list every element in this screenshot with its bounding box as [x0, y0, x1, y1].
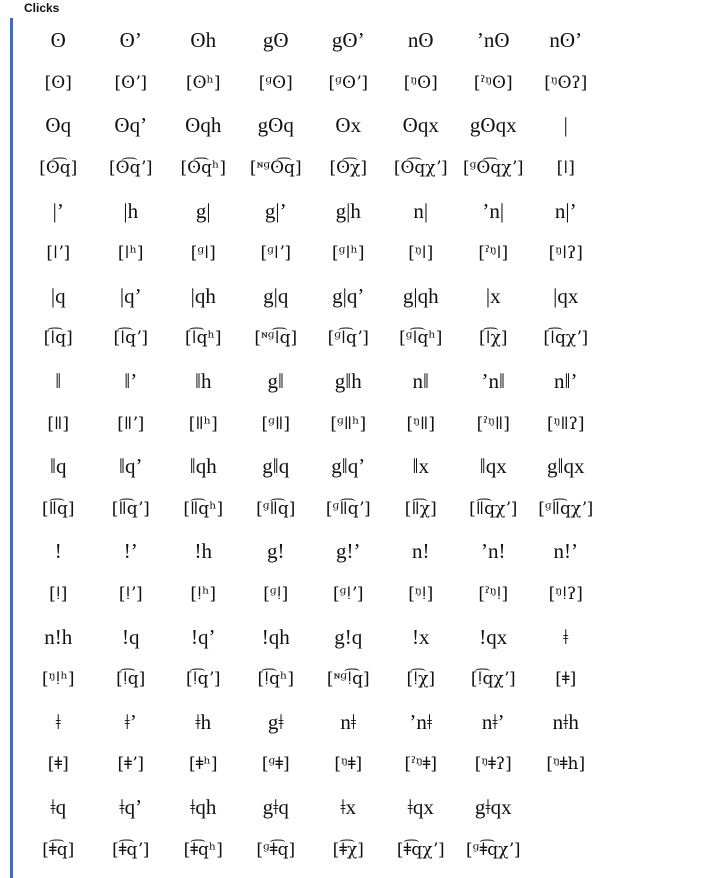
orthography-cell: gǂ: [267, 709, 284, 734]
orthography-cell: ‖qʼ: [119, 454, 143, 479]
ipa-cell: [ᶢǁ͡qχʼ]: [538, 498, 594, 519]
orthography-cell: n!h: [44, 624, 73, 649]
ipa-cell: [ˀᵑǂ]: [404, 754, 438, 775]
orthography-cell: g!: [267, 539, 285, 564]
orthography-cell: |ʼ: [52, 198, 64, 223]
ipa-cell: [ǂʰ]: [189, 754, 218, 775]
orthography-cell: ʼn!: [481, 539, 506, 564]
ipa-cell: [ᵑǂh]: [546, 754, 586, 775]
ipa-cell: [ᶢǁʰ]: [330, 413, 367, 434]
ipa-cell: [ǂ͡qʼ]: [112, 839, 150, 860]
orthography-cell: !x: [412, 624, 430, 649]
orthography-row: [22, 189, 602, 232]
ipa-cell: [ʘʼ]: [114, 72, 148, 93]
ipa-cell: [ˀᵑǃ]: [478, 584, 509, 605]
orthography-cell: nʘ: [407, 28, 434, 53]
ipa-row: [22, 232, 602, 275]
ipa-cell: [ǃ͡qʼ]: [185, 669, 221, 690]
orthography-cell: n!ʼ: [553, 539, 578, 564]
ipa-cell: [ǂ͡q]: [42, 839, 75, 860]
ipa-cell: [ᶢǁ]: [261, 413, 290, 434]
ipa-cell: [ˀᵑʘ]: [473, 72, 513, 93]
orthography-cell: ǂh: [195, 709, 212, 734]
ipa-cell: [ᵑǁʔ]: [546, 413, 585, 434]
ipa-cell: [ǀʰ]: [117, 243, 144, 264]
ipa-cell: [ᶢʘ]: [258, 72, 293, 93]
orthography-cell: g|: [195, 198, 211, 223]
ipa-cell: [ᶢǁ͡qʼ]: [325, 498, 371, 519]
ipa-cell: [ˀᵑǁ]: [476, 413, 510, 434]
orthography-cell: ǂx: [340, 794, 357, 819]
ipa-row: [22, 828, 602, 871]
ipa-cell: [ᶢǃ]: [263, 584, 289, 605]
orthography-cell: ǂ: [55, 709, 61, 734]
ipa-cell: [ˀᵑǀ]: [478, 243, 509, 264]
ipa-row: [22, 573, 602, 616]
ipa-cell: [ᶢǂ]: [261, 754, 290, 775]
ipa-cell: [ǀ͡χ]: [478, 328, 508, 349]
ipa-cell: [ǂ͡qχʼ]: [396, 839, 445, 860]
orthography-cell: !qh: [261, 624, 290, 649]
ipa-cell: [ᵑǀʔ]: [548, 243, 583, 264]
orthography-cell: !h: [194, 539, 212, 564]
orthography-cell: ʘh: [190, 28, 217, 53]
ipa-cell: [ᶢǃʼ]: [333, 584, 364, 605]
ipa-cell: [ʘʰ]: [185, 72, 221, 93]
orthography-cell: gǂq: [262, 794, 289, 819]
ipa-cell: [ǂ]: [47, 754, 69, 775]
orthography-cell: n‖: [412, 369, 429, 394]
ipa-cell: [ǀʼ]: [46, 243, 71, 264]
ipa-cell: [ǂ͡χ]: [332, 839, 364, 860]
orthography-cell: ‖qx: [479, 454, 507, 479]
orthography-cell: g!ʼ: [336, 539, 361, 564]
ipa-cell: [ǁ͡χ]: [404, 498, 437, 519]
orthography-cell: ʘq: [45, 113, 72, 138]
ipa-cell: [ʘ͡qʼ]: [109, 158, 153, 179]
orthography-cell: g|qh: [402, 283, 439, 308]
orthography-cell: ʘqh: [185, 113, 222, 138]
ipa-cell: [ǁ]: [47, 413, 70, 434]
orthography-cell: |x: [485, 283, 501, 308]
ipa-cell: [ᶰᶢʘ͡q]: [249, 158, 302, 179]
left-border-rule: [10, 18, 13, 878]
ipa-cell: [ǁ͡qʼ]: [111, 498, 150, 519]
ipa-cell: [ǃ]: [49, 584, 68, 605]
ipa-cell: [ʘ]: [44, 72, 72, 93]
ipa-cell: [ǀ͡q]: [43, 328, 73, 349]
orthography-cell: ʘqx: [402, 113, 439, 138]
orthography-cell: |: [563, 113, 568, 138]
orthography-cell: ʼn‖: [481, 369, 505, 394]
orthography-cell: ‖x: [412, 454, 429, 479]
orthography-row: [22, 19, 602, 62]
ipa-cell: [ᵑʘʔ]: [544, 72, 588, 93]
ipa-cell: [ǁ͡qʰ]: [183, 498, 224, 519]
orthography-cell: !qʼ: [191, 624, 216, 649]
ipa-row: [22, 62, 602, 105]
orthography-cell: g!q: [334, 624, 363, 649]
ipa-cell: [ǂ͡qʰ]: [183, 839, 223, 860]
orthography-cell: gʘʼ: [331, 28, 365, 53]
ipa-cell: [ǁʰ]: [188, 413, 218, 434]
orthography-cell: ʼnǂ: [409, 709, 433, 734]
orthography-cell: ‖h: [195, 369, 212, 394]
ipa-cell: [ǃ͡qχʼ]: [470, 669, 516, 690]
ipa-cell: [ᶢʘ͡qχʼ]: [462, 158, 524, 179]
ipa-row: [22, 317, 602, 360]
orthography-cell: g‖qx: [547, 454, 585, 479]
ipa-cell: [ᶢǂ͡qχʼ]: [466, 839, 521, 860]
ipa-cell: [ǃ͡χ]: [406, 669, 436, 690]
orthography-cell: ǂqh: [190, 794, 217, 819]
ipa-cell: [ʘ͡q]: [39, 158, 78, 179]
ipa-cell: [ǃ͡q]: [116, 669, 146, 690]
page-title: Clicks: [24, 1, 60, 15]
orthography-cell: nǂʼ: [481, 709, 505, 734]
ipa-cell: [ᵑǀ]: [408, 243, 434, 264]
ipa-row: [22, 147, 602, 190]
orthography-cell: ‖ʼ: [124, 369, 138, 394]
ipa-cell: [ᶢǀ͡qʼ]: [327, 328, 369, 349]
ipa-cell: [ǀ͡qʼ]: [113, 328, 149, 349]
ipa-cell: [ᶢǀ͡qʰ]: [399, 328, 443, 349]
orthography-cell: |qh: [190, 283, 216, 308]
ipa-cell: [ǃ͡qʰ]: [257, 669, 294, 690]
ipa-cell: [ǀ]: [556, 158, 575, 179]
ipa-cell: [ᵑǂʔ]: [474, 754, 512, 775]
orthography-cell: ʘʼ: [119, 28, 142, 53]
ipa-cell: [ᵑǃʰ]: [42, 669, 75, 690]
orthography-cell: !: [54, 539, 62, 564]
orthography-cell: ʘ: [50, 28, 66, 53]
orthography-cell: ‖: [55, 369, 62, 394]
orthography-cell: |qx: [553, 283, 579, 308]
orthography-cell: ‖qh: [189, 454, 217, 479]
ipa-cell: [ᶢǀʼ]: [260, 243, 291, 264]
orthography-cell: |q: [50, 283, 66, 308]
orthography-cell: nǂ: [340, 709, 357, 734]
ipa-row: [22, 488, 602, 531]
ipa-row: [22, 743, 602, 786]
orthography-cell: ǂʼ: [124, 709, 137, 734]
orthography-row: [22, 445, 602, 488]
orthography-cell: gʘqx: [469, 113, 517, 138]
orthography-cell: g|q: [263, 283, 289, 308]
orthography-cell: n|ʼ: [554, 198, 577, 223]
orthography-cell: g|qʼ: [332, 283, 365, 308]
ipa-cell: [ᵑǂ]: [334, 754, 363, 775]
orthography-cell: ʼn|: [482, 198, 505, 223]
ipa-cell: [ǂʼ]: [117, 754, 144, 775]
orthography-cell: n|: [413, 198, 429, 223]
orthography-cell: |qʼ: [119, 283, 142, 308]
orthography-cell: gʘ: [262, 28, 289, 53]
orthography-cell: !ʼ: [123, 539, 138, 564]
orthography-cell: g‖h: [334, 369, 362, 394]
orthography-cell: n‖ʼ: [554, 369, 578, 394]
orthography-row: [22, 786, 602, 829]
orthography-cell: ʘqʼ: [114, 113, 148, 138]
orthography-cell: ǂ: [563, 624, 569, 649]
ipa-cell: [ᵑǃ]: [408, 584, 434, 605]
ipa-row: [22, 658, 602, 701]
orthography-cell: g‖q: [262, 454, 290, 479]
ipa-cell: [ʘ͡qχʼ]: [393, 158, 448, 179]
orthography-row: [22, 530, 602, 573]
ipa-cell: [ʘ͡qʰ]: [180, 158, 226, 179]
orthography-cell: ǂqx: [407, 794, 434, 819]
orthography-cell: ǂqʼ: [119, 794, 143, 819]
ipa-cell: [ᶢǀʰ]: [332, 243, 365, 264]
ipa-cell: [ᶰᶢǀ͡q]: [254, 328, 298, 349]
orthography-cell: ‖q: [50, 454, 67, 479]
ipa-cell: [ᵑʘ]: [403, 72, 438, 93]
ipa-cell: [ǀ͡qʰ]: [184, 328, 222, 349]
orthography-cell: ǂq: [50, 794, 67, 819]
ipa-cell: [ᵑǃʔ]: [548, 584, 583, 605]
ipa-cell: [ᶢʘʼ]: [328, 72, 368, 93]
orthography-cell: gʘq: [257, 113, 294, 138]
orthography-cell: |h: [123, 198, 139, 223]
orthography-cell: gǂqx: [474, 794, 512, 819]
ipa-cell: [ǂ]: [555, 669, 577, 690]
ipa-cell: [ǃʼ]: [118, 584, 143, 605]
ipa-cell: [ᶢǀ]: [190, 243, 216, 264]
clicks-table: [22, 19, 602, 871]
ipa-cell: [ᶢǁ͡q]: [256, 498, 296, 519]
orthography-row: [22, 275, 602, 318]
ipa-cell: [ǁʼ]: [117, 413, 145, 434]
ipa-cell: [ᶢǂ͡q]: [256, 839, 296, 860]
ipa-cell: [ǁ͡qχʼ]: [469, 498, 518, 519]
orthography-row: [22, 360, 602, 403]
orthography-row: [22, 701, 602, 744]
orthography-row: [22, 615, 602, 658]
orthography-cell: nǂh: [552, 709, 579, 734]
ipa-cell: [ǃʰ]: [190, 584, 217, 605]
ipa-cell: [ǀ͡qχʼ]: [543, 328, 589, 349]
ipa-cell: [ᶰᶢǃ͡q]: [326, 669, 370, 690]
ipa-cell: [ʘ͡χ]: [329, 158, 367, 179]
orthography-cell: nʘʼ: [549, 28, 583, 53]
orthography-cell: g‖: [267, 369, 284, 394]
ipa-cell: [ǁ͡q]: [41, 498, 75, 519]
orthography-cell: g|h: [335, 198, 361, 223]
orthography-cell: g‖qʼ: [331, 454, 366, 479]
ipa-cell: [ᵑǁ]: [406, 413, 435, 434]
orthography-cell: n!: [412, 539, 430, 564]
orthography-row: [22, 104, 602, 147]
orthography-cell: !q: [122, 624, 140, 649]
orthography-cell: ʼnʘ: [476, 28, 510, 53]
ipa-row: [22, 402, 602, 445]
orthography-cell: g|ʼ: [264, 198, 287, 223]
orthography-cell: !qx: [479, 624, 508, 649]
orthography-cell: ʘx: [335, 113, 362, 138]
